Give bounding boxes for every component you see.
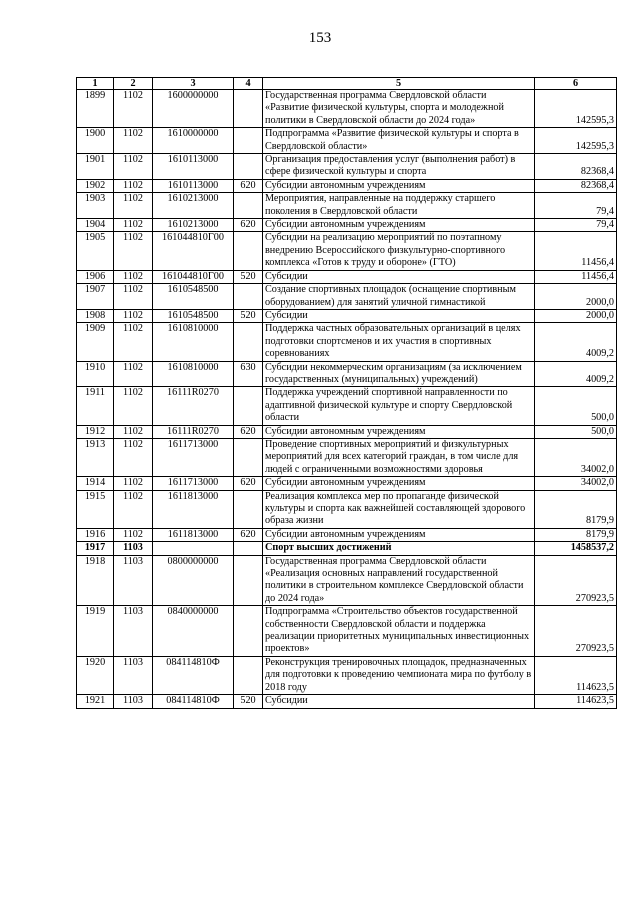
amount-cell: 79,4 bbox=[535, 193, 617, 219]
amount-cell: 82368,4 bbox=[535, 154, 617, 180]
expense-type-cell bbox=[234, 387, 263, 425]
section-code-cell: 1102 bbox=[114, 90, 153, 128]
expense-type-cell bbox=[234, 542, 263, 555]
amount-cell: 500,0 bbox=[535, 425, 617, 438]
item-name-cell: Государственная программа Свердловской области «Развитие физической культуры, спорта и молодежной политики в Свердловской области до 2024 года» bbox=[263, 90, 535, 128]
amount-cell: 8179,9 bbox=[535, 528, 617, 541]
item-name-cell: Организация предоставления услуг (выполнения работ) в сфере физической культуры и спорта bbox=[263, 154, 535, 180]
target-code-cell: 084114810Ф bbox=[153, 695, 234, 708]
table-row bbox=[77, 425, 617, 438]
expense-type-cell: 620 bbox=[234, 528, 263, 541]
column-header: 5 bbox=[263, 78, 535, 90]
target-code-cell: 161044810Г00 bbox=[153, 270, 234, 283]
row-number-cell: 1904 bbox=[77, 219, 114, 232]
item-name-cell: Субсидии на реализацию мероприятий по поэтапному внедрению Всероссийского физкультурно-спортивного комплекса «Готов к труду и обороне» (ГТО) bbox=[263, 232, 535, 270]
item-name-cell: Субсидии bbox=[263, 270, 535, 283]
amount-cell: 270923,5 bbox=[535, 606, 617, 657]
expense-type-cell: 620 bbox=[234, 219, 263, 232]
target-code-cell: 0800000000 bbox=[153, 555, 234, 606]
amount-cell: 114623,5 bbox=[535, 656, 617, 694]
row-number-cell: 1920 bbox=[77, 656, 114, 694]
item-name-cell: Создание спортивных площадок (оснащение спортивным оборудованием) для занятий уличной гимнастикой bbox=[263, 284, 535, 310]
table-row bbox=[77, 656, 617, 694]
target-code-cell: 16111R0270 bbox=[153, 387, 234, 425]
target-code-cell: 1610000000 bbox=[153, 128, 234, 154]
amount-cell: 270923,5 bbox=[535, 555, 617, 606]
expense-type-cell: 630 bbox=[234, 361, 263, 387]
table-row bbox=[77, 361, 617, 387]
section-code-cell: 1102 bbox=[114, 284, 153, 310]
target-code-cell: 1611813000 bbox=[153, 528, 234, 541]
target-code-cell: 0840000000 bbox=[153, 606, 234, 657]
item-name-cell: Субсидии автономным учреждениям bbox=[263, 219, 535, 232]
section-code-cell: 1102 bbox=[114, 361, 153, 387]
target-code-cell: 1611713000 bbox=[153, 477, 234, 490]
expense-type-cell: 620 bbox=[234, 179, 263, 192]
table-row bbox=[77, 438, 617, 476]
target-code-cell: 1610213000 bbox=[153, 219, 234, 232]
target-code-cell: 1610213000 bbox=[153, 193, 234, 219]
row-number-cell: 1916 bbox=[77, 528, 114, 541]
target-code-cell: 1611713000 bbox=[153, 438, 234, 476]
section-code-cell: 1102 bbox=[114, 270, 153, 283]
row-number-cell: 1921 bbox=[77, 695, 114, 708]
target-code-cell: 1600000000 bbox=[153, 90, 234, 128]
section-code-cell: 1103 bbox=[114, 695, 153, 708]
target-code-cell: 1610810000 bbox=[153, 361, 234, 387]
amount-cell: 114623,5 bbox=[535, 695, 617, 708]
amount-cell: 500,0 bbox=[535, 387, 617, 425]
section-code-cell: 1102 bbox=[114, 477, 153, 490]
expense-type-cell bbox=[234, 193, 263, 219]
table-row bbox=[77, 528, 617, 541]
expense-type-cell bbox=[234, 284, 263, 310]
item-name-cell: Субсидии автономным учреждениям bbox=[263, 179, 535, 192]
section-code-cell: 1102 bbox=[114, 323, 153, 361]
row-number-cell: 1899 bbox=[77, 90, 114, 128]
expense-type-cell bbox=[234, 154, 263, 180]
expense-type-cell bbox=[234, 232, 263, 270]
amount-cell: 2000,0 bbox=[535, 284, 617, 310]
row-number-cell: 1914 bbox=[77, 477, 114, 490]
item-name-cell: Поддержка частных образовательных организаций в целях подготовки спортсменов и их участия в спортивных соревнованиях bbox=[263, 323, 535, 361]
table-row bbox=[77, 606, 617, 657]
page-number: 153 bbox=[308, 30, 332, 46]
amount-cell: 4009,2 bbox=[535, 323, 617, 361]
row-number-cell: 1905 bbox=[77, 232, 114, 270]
expense-type-cell bbox=[234, 656, 263, 694]
amount-cell: 34002,0 bbox=[535, 477, 617, 490]
amount-cell: 2000,0 bbox=[535, 309, 617, 322]
expense-type-cell: 620 bbox=[234, 425, 263, 438]
table-row bbox=[77, 477, 617, 490]
item-name-cell: Субсидии bbox=[263, 695, 535, 708]
target-code-cell: 1611813000 bbox=[153, 490, 234, 528]
table-row bbox=[77, 695, 617, 708]
amount-cell: 142595,3 bbox=[535, 128, 617, 154]
row-number-cell: 1906 bbox=[77, 270, 114, 283]
item-name-cell: Подпрограмма «Развитие физической культуры и спорта в Свердловской области» bbox=[263, 128, 535, 154]
section-code-cell: 1102 bbox=[114, 193, 153, 219]
target-code-cell: 161044810Г00 bbox=[153, 232, 234, 270]
budget-table bbox=[76, 77, 617, 709]
column-header: 3 bbox=[153, 78, 234, 90]
expense-type-cell bbox=[234, 438, 263, 476]
amount-cell: 142595,3 bbox=[535, 90, 617, 128]
section-code-cell: 1102 bbox=[114, 154, 153, 180]
table-row bbox=[77, 90, 617, 128]
expense-type-cell bbox=[234, 90, 263, 128]
amount-cell: 11456,4 bbox=[535, 270, 617, 283]
row-number-cell: 1907 bbox=[77, 284, 114, 310]
table-row bbox=[77, 270, 617, 283]
item-name-cell: Мероприятия, направленные на поддержку старшего поколения в Свердловской области bbox=[263, 193, 535, 219]
section-code-cell: 1102 bbox=[114, 232, 153, 270]
section-code-cell: 1102 bbox=[114, 179, 153, 192]
amount-cell: 79,4 bbox=[535, 219, 617, 232]
row-number-cell: 1918 bbox=[77, 555, 114, 606]
section-code-cell: 1102 bbox=[114, 438, 153, 476]
target-code-cell: 1610113000 bbox=[153, 179, 234, 192]
section-code-cell: 1103 bbox=[114, 555, 153, 606]
row-number-cell: 1901 bbox=[77, 154, 114, 180]
item-name-cell: Субсидии некоммерческим организациям (за исключением государственных (муниципальных) учреждений) bbox=[263, 361, 535, 387]
expense-type-cell: 520 bbox=[234, 309, 263, 322]
row-number-cell: 1911 bbox=[77, 387, 114, 425]
section-code-cell: 1103 bbox=[114, 542, 153, 555]
expense-type-cell: 620 bbox=[234, 477, 263, 490]
target-code-cell: 1610113000 bbox=[153, 154, 234, 180]
section-code-cell: 1102 bbox=[114, 490, 153, 528]
target-code-cell: 1610548500 bbox=[153, 284, 234, 310]
section-code-cell: 1102 bbox=[114, 219, 153, 232]
table-row bbox=[77, 542, 617, 555]
amount-cell: 34002,0 bbox=[535, 438, 617, 476]
item-name-cell: Подпрограмма «Строительство объектов государственной собственности Свердловской области и поддержка реализации приоритетных муниципальных инвестиционных проектов» bbox=[263, 606, 535, 657]
row-number-cell: 1902 bbox=[77, 179, 114, 192]
amount-cell: 1458537,2 bbox=[535, 542, 617, 555]
expense-type-cell bbox=[234, 323, 263, 361]
table-row bbox=[77, 232, 617, 270]
item-name-cell: Реализация комплекса мер по пропаганде физической культуры и спорта как важнейшей составляющей здорового образа жизни bbox=[263, 490, 535, 528]
table-row bbox=[77, 219, 617, 232]
row-number-cell: 1910 bbox=[77, 361, 114, 387]
row-number-cell: 1917 bbox=[77, 542, 114, 555]
amount-cell: 4009,2 bbox=[535, 361, 617, 387]
table-row bbox=[77, 490, 617, 528]
amount-cell: 82368,4 bbox=[535, 179, 617, 192]
table-row bbox=[77, 128, 617, 154]
target-code-cell: 1610548500 bbox=[153, 309, 234, 322]
row-number-cell: 1912 bbox=[77, 425, 114, 438]
target-code-cell: 084114810Ф bbox=[153, 656, 234, 694]
table-row bbox=[77, 387, 617, 425]
table-body bbox=[77, 90, 617, 709]
target-code-cell: 16111R0270 bbox=[153, 425, 234, 438]
expense-type-cell bbox=[234, 555, 263, 606]
row-number-cell: 1909 bbox=[77, 323, 114, 361]
item-name-cell: Субсидии автономным учреждениям bbox=[263, 528, 535, 541]
table-row bbox=[77, 154, 617, 180]
section-code-cell: 1102 bbox=[114, 309, 153, 322]
table-row bbox=[77, 555, 617, 606]
item-name-cell: Спорт высших достижений bbox=[263, 542, 535, 555]
section-code-cell: 1103 bbox=[114, 606, 153, 657]
column-header: 1 bbox=[77, 78, 114, 90]
item-name-cell: Государственная программа Свердловской области «Реализация основных направлений государственной политики в строительном комплексе Свердловской области до 2024 года» bbox=[263, 555, 535, 606]
table-row bbox=[77, 193, 617, 219]
item-name-cell: Проведение спортивных мероприятий и физкультурных мероприятий для всех категорий граждан, в том числе для людей с ограниченными возможностями здоровья bbox=[263, 438, 535, 476]
target-code-cell: 1610810000 bbox=[153, 323, 234, 361]
target-code-cell bbox=[153, 542, 234, 555]
table-row bbox=[77, 284, 617, 310]
expense-type-cell bbox=[234, 128, 263, 154]
section-code-cell: 1102 bbox=[114, 387, 153, 425]
row-number-cell: 1900 bbox=[77, 128, 114, 154]
expense-type-cell: 520 bbox=[234, 270, 263, 283]
expense-type-cell bbox=[234, 606, 263, 657]
table-row bbox=[77, 323, 617, 361]
table-row bbox=[77, 179, 617, 192]
row-number-cell: 1915 bbox=[77, 490, 114, 528]
item-name-cell: Субсидии автономным учреждениям bbox=[263, 477, 535, 490]
row-number-cell: 1919 bbox=[77, 606, 114, 657]
table-header-row bbox=[77, 78, 617, 90]
item-name-cell: Субсидии bbox=[263, 309, 535, 322]
amount-cell: 8179,9 bbox=[535, 490, 617, 528]
item-name-cell: Реконструкция тренировочных площадок, предназначенных для подготовки к проведению чемпионата мира по футболу в 2018 году bbox=[263, 656, 535, 694]
table-row bbox=[77, 309, 617, 322]
item-name-cell: Субсидии автономным учреждениям bbox=[263, 425, 535, 438]
expense-type-cell: 520 bbox=[234, 695, 263, 708]
column-header: 2 bbox=[114, 78, 153, 90]
column-header: 4 bbox=[234, 78, 263, 90]
section-code-cell: 1103 bbox=[114, 656, 153, 694]
section-code-cell: 1102 bbox=[114, 528, 153, 541]
row-number-cell: 1908 bbox=[77, 309, 114, 322]
expense-type-cell bbox=[234, 490, 263, 528]
amount-cell: 11456,4 bbox=[535, 232, 617, 270]
section-code-cell: 1102 bbox=[114, 128, 153, 154]
section-code-cell: 1102 bbox=[114, 425, 153, 438]
row-number-cell: 1903 bbox=[77, 193, 114, 219]
column-header: 6 bbox=[535, 78, 617, 90]
item-name-cell: Поддержка учреждений спортивной направленности по адаптивной физической культуре и спорту Свердловской области bbox=[263, 387, 535, 425]
row-number-cell: 1913 bbox=[77, 438, 114, 476]
